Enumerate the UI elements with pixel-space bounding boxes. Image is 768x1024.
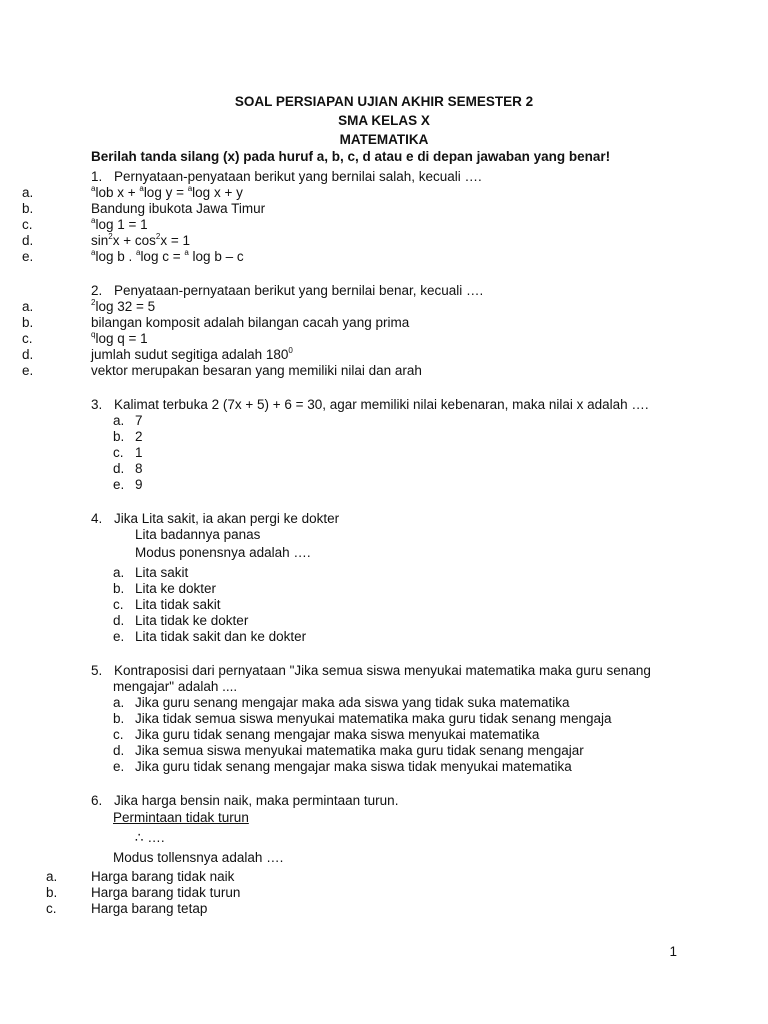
question-6 — [91, 793, 398, 809]
question-text: Jika Lita sakit, ia akan pergi ke dokter — [114, 511, 340, 526]
q5-text-cont: mengajar" adalah .... — [113, 679, 238, 694]
question-4 — [91, 511, 339, 527]
question-number: 3. — [91, 397, 103, 412]
question-5 — [91, 663, 651, 679]
q4-premise-2: Lita badannya panas — [135, 527, 261, 542]
question-2 — [91, 283, 483, 299]
document-page: SOAL PERSIAPAN UJIAN AKHIR SEMESTER 2 SMA KELAS X MATEMATIKA Berilah tanda silang (x) pada huruf a, b, c, d atau e di depan jawaban yang benar! 1. Pernyataan-penyataan berikut yang bernilai salah, kecuali …. a. $^a$lob x + $^a$log y = $^a$log x + y b. Bandung ibukota Jawa Timur c. $^a$log 1 = 1 d. $\sin^2x + \cos^2x = 1$ e. $^a$log b . $^a$log c = $^a$ log b – c 2. Penyataan-pernyataan berikut yang bernilai benar, kecuali …. a. $^2$log 32 = 5 b. bilangan komposit adalah bilangan cacah yang prima c. $^q$log q = 1 d. jumlah sudut segitiga adalah $180^0$ e. vektor merupakan besaran yang memiliki nilai dan arah 3. Kalimat terbuka 2 (7x + 5) + 6 = 30, agar memiliki nilai kebenaran, maka nilai x adalah …. a. 7 b. 2 c. 1 d. 8 e. 9 4. Jika Lita sakit, ia akan pergi ke dokter Lita badannya panas Modus ponensnya adalah …. a. Lita sakit b. Lita ke dokter c. Lita tidak sakit d. Lita tidak ke dokter e. Lita tidak sakit dan ke dokter 5. Kontraposisi dari pernyataan "Jika semua siswa menyukai matematika maka guru senang mengajar" adalah .... a. Jika guru senang mengajar maka ada siswa yang tidak suka matematika b. Jika tidak semua siswa menyukai matematika maka guru tidak senang mengaja c. Jika guru tidak senang mengajar maka siswa menyukai matematika d. Jika semua siswa menyukai matematika maka guru tidak senang mengajar e. Jika guru tidak senang mengajar maka siswa tidak menyukai matematika 6. Jika harga bensin naik, maka permintaan turun. Permintaan tidak turun ∴ …. Modus tollensnya adalah …. a. Harga barang tidak naik b. Harga barang tidak turun c. Harga barang tetap 1 — [0, 0, 768, 1024]
question-number: 4. — [91, 511, 103, 526]
question-number: 6. — [91, 793, 103, 808]
q4-prompt: Modus ponensnya adalah …. — [135, 545, 311, 560]
title-line-1: SOAL PERSIAPAN UJIAN AKHIR SEMESTER 2 — [234, 94, 534, 109]
instruction: Berilah tanda silang (x) pada huruf a, b, c, d atau e di depan jawaban yang benar! — [91, 149, 611, 164]
title-line-3: MATEMATIKA — [339, 132, 429, 147]
question-text: Pernyataan-penyataan berikut yang bernilai salah, kecuali …. — [114, 169, 482, 184]
question-number: 1. — [91, 169, 103, 184]
question-text: Kontraposisi dari pernyataan "Jika semua siswa menyukai matematika maka guru senang — [114, 663, 651, 678]
question-1 — [91, 169, 482, 185]
question-text: Kalimat terbuka 2 (7x + 5) + 6 = 30, agar memiliki nilai kebenaran, maka nilai x adalah …. — [114, 397, 649, 412]
question-number: 2. — [91, 283, 103, 298]
q6-therefore: ∴ …. — [135, 830, 165, 845]
question-text: Jika harga bensin naik, maka permintaan turun. — [114, 793, 399, 808]
question-3 — [91, 397, 649, 413]
question-text: Penyataan-pernyataan berikut yang bernilai benar, kecuali …. — [114, 283, 484, 298]
q6-premise-2: Permintaan tidak turun — [113, 810, 249, 825]
page-number: 1 — [669, 944, 677, 959]
title-line-2: SMA KELAS X — [338, 113, 430, 128]
document-header — [0, 92, 768, 149]
q6-prompt: Modus tollensnya adalah …. — [113, 850, 284, 865]
question-number: 5. — [91, 663, 103, 678]
